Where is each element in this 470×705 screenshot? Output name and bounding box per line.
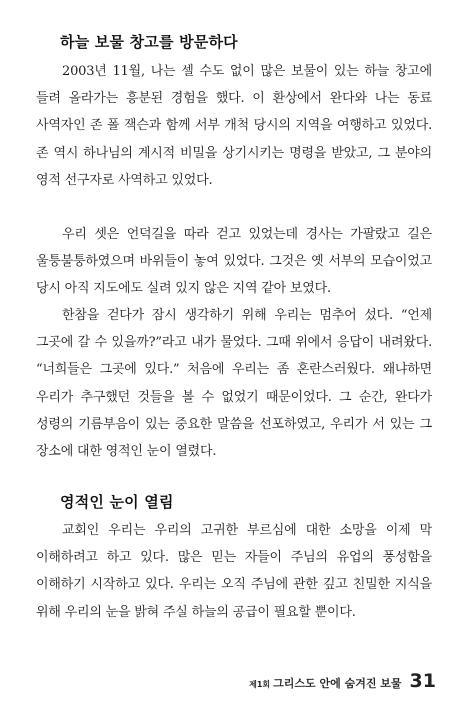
paragraph-church-calling: 교회인 우리는 우리의 고귀한 부르심에 대한 소망을 이제 막 이해하려고 하고 있다. 많은 믿는 자들이 주님의 유업의 풍성함을 이해하기 시작하고 있다. 우리는 오직 주님에 관한 깊고 친밀한 지식을 위해 우리의 눈을 밝혀 주실 하늘의 공급이 필요할 뿐이다. <box>36 523 432 620</box>
paragraph-hill-walk: 우리 셋은 언덕길을 따라 걷고 있었는데 경사는 가팔랐고 길은 울퉁불퉁하였으며 바위들이 놓여 있었다. 그것은 옛 서부의 모습이었고 당시 아직 지도에도 실려 있지 않은 지역 같아 보였다. <box>36 227 432 297</box>
running-title: 그리스도 안에 숨겨진 보물 <box>273 677 402 690</box>
paragraph-stop-and-answer: 한참을 걷다가 잠시 생각하기 위해 우리는 멈추어 섰다. “언제 그곳에 갈 수 있을까?”라고 내가 물었다. 그때 위에서 응답이 내려왔다. “너희들은 그곳에 있다.” 처음에 우리는 좀 혼란스러웠다. 왜냐하면 우리가 추구했던 것들을 볼 수 없었기 때문이었다. 그 순간, 완다가 성령의 기름부음이 있는 중요한 말씀을 선포하였고, 우리가 서 있는 그 장소에 대한 영적인 눈이 열렸다. <box>36 308 432 460</box>
page-number: 31 <box>409 670 436 692</box>
section-heading-visit-treasury: 하늘 보물 창고를 방문하다 <box>60 33 238 51</box>
chapter-label: 제1회 <box>249 680 271 689</box>
page-footer <box>249 670 436 694</box>
section-heading-eyes-opened: 영적인 눈이 열림 <box>60 493 174 511</box>
paragraph-november-vision: 2003년 11월, 나는 셀 수도 없이 많은 보물이 있는 하늘 창고에 들려 올라가는 흥분된 경험을 했다. 이 환상에서 완다와 나는 동료 사역자인 존 폴 잭슨과 함께 서부 개척 당시의 지역을 여행하고 있었다. 존 역시 하나님의 계시적 비밀을 상기시키는 명령을 받았고, 그 분야의 영적 선구자로 사역하고 있었다. <box>36 64 432 188</box>
